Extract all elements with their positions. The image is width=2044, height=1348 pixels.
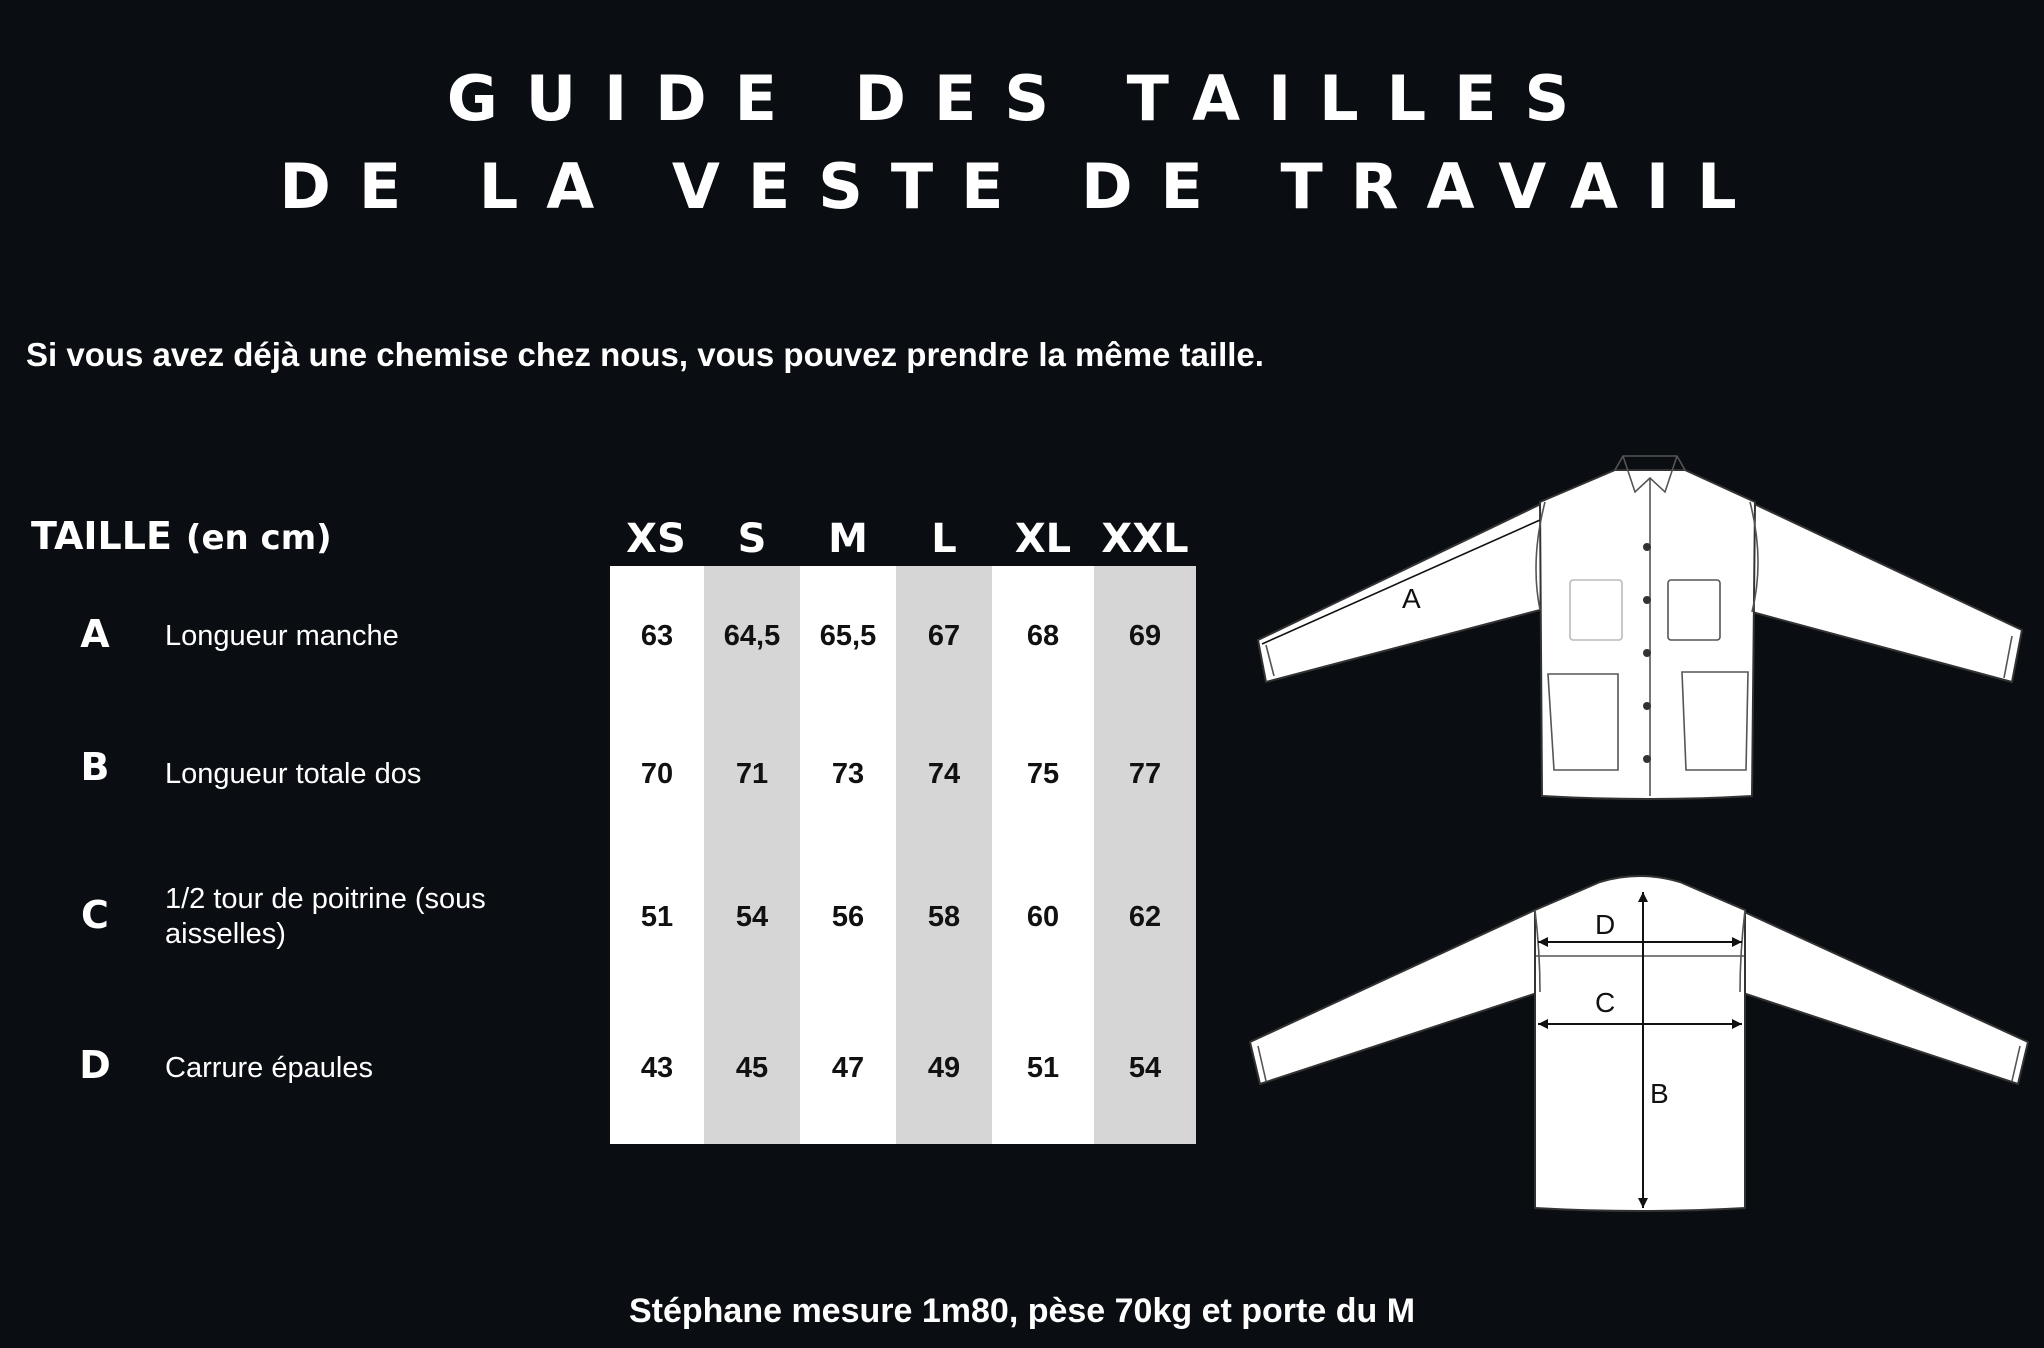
back-label-d: D xyxy=(1595,909,1616,940)
back-label-c: C xyxy=(1595,987,1616,1018)
page-title-line-2: DE LA VESTE DE TRAVAIL xyxy=(279,150,1765,223)
cell-d-l: 49 xyxy=(927,1052,961,1084)
cell-c-xl: 60 xyxy=(1026,901,1060,933)
cell-b-s: 71 xyxy=(735,758,769,790)
unit-label: (en cm) xyxy=(185,518,332,558)
front-label-a: A xyxy=(1402,583,1421,614)
row-letter-a: A xyxy=(80,612,110,656)
taille-label: TAILLE xyxy=(31,514,172,558)
cell-b-l: 74 xyxy=(927,758,961,790)
cell-a-m: 65,5 xyxy=(819,620,877,652)
cell-c-xs: 51 xyxy=(640,901,674,933)
back-left-sleeve xyxy=(1250,910,1540,1084)
size-header-xs: XS xyxy=(626,516,686,562)
cell-d-xs: 43 xyxy=(640,1052,674,1084)
cell-c-s: 54 xyxy=(735,901,769,933)
table-header-label xyxy=(31,514,332,558)
cell-a-l: 67 xyxy=(927,620,961,652)
intro-text: Si vous avez déjà une chemise chez nous, vous pouvez prendre la même taille. xyxy=(26,336,1264,373)
back-right-sleeve xyxy=(1740,910,2028,1084)
size-header-m: M xyxy=(828,516,868,562)
jacket-front-diagram xyxy=(1240,440,2040,820)
cell-a-s: 64,5 xyxy=(723,620,781,652)
cell-c-m: 56 xyxy=(831,901,865,933)
cell-b-xxl: 77 xyxy=(1128,758,1162,790)
cell-c-l: 58 xyxy=(927,901,961,933)
cell-a-xs: 63 xyxy=(640,620,674,652)
back-label-b: B xyxy=(1650,1078,1669,1109)
cell-d-xl: 51 xyxy=(1026,1052,1060,1084)
cell-a-xl: 68 xyxy=(1026,620,1060,652)
cell-a-xxl: 69 xyxy=(1128,620,1162,652)
size-header-xl: XL xyxy=(1014,516,1072,562)
row-letter-b: B xyxy=(80,745,110,789)
back-body xyxy=(1535,876,1745,1211)
row-letter-c: C xyxy=(81,893,109,937)
row-label-c: 1/2 tour de poitrine (sous aisselles) xyxy=(165,883,486,950)
row-label-b: Longueur totale dos xyxy=(165,758,422,790)
jacket-back-diagram xyxy=(1240,862,2040,1218)
row-label-d: Carrure épaules xyxy=(165,1052,373,1084)
row-label-a: Longueur manche xyxy=(165,620,399,652)
model-info: Stéphane mesure 1m80, pèse 70kg et porte du M xyxy=(628,1292,1416,1330)
cell-d-m: 47 xyxy=(831,1052,865,1084)
size-header-l: L xyxy=(931,516,957,562)
front-body xyxy=(1540,470,1755,799)
cell-d-s: 45 xyxy=(735,1052,769,1084)
size-header-s: S xyxy=(737,516,767,562)
cell-c-xxl: 62 xyxy=(1128,901,1162,933)
cell-b-xl: 75 xyxy=(1026,758,1060,790)
front-right-sleeve xyxy=(1750,502,2022,682)
cell-d-xxl: 54 xyxy=(1128,1052,1162,1084)
page-title-line-1: GUIDE DES TAILLES xyxy=(446,62,1598,135)
cell-b-xs: 70 xyxy=(640,758,674,790)
size-header-xxl: XXL xyxy=(1101,516,1189,562)
cell-b-m: 73 xyxy=(831,758,865,790)
row-letter-d: D xyxy=(79,1043,111,1087)
